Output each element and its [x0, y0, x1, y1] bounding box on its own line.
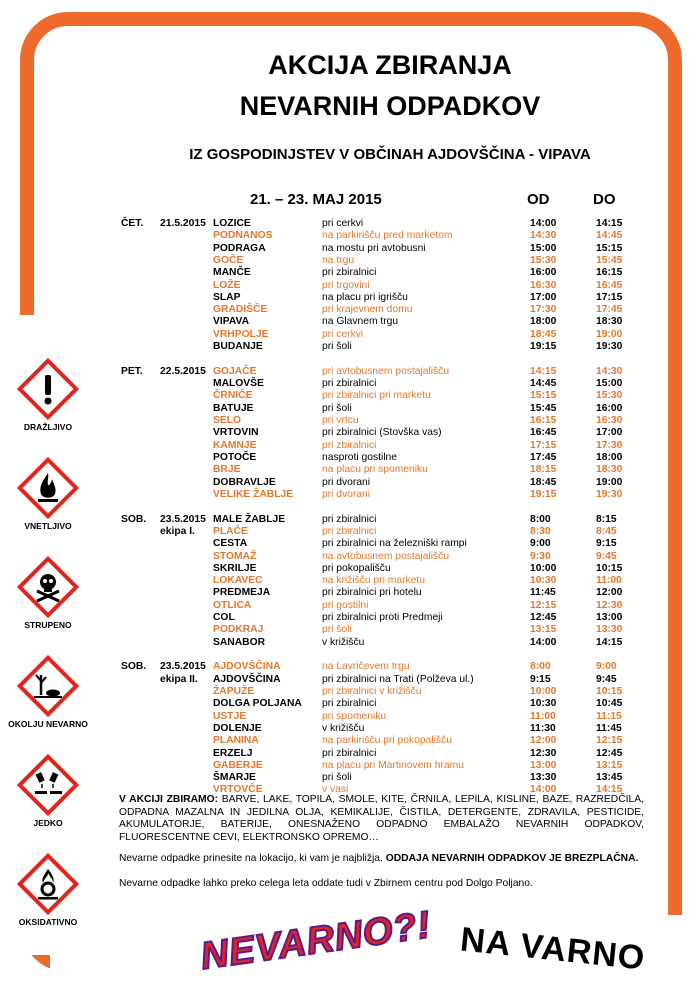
hazard-label: OKSIDATIVNO — [18, 917, 78, 927]
schedule-from-time: 18:45 — [530, 476, 557, 488]
schedule-from-time: 10:00 — [530, 562, 557, 574]
schedule-from-time: 14:30 — [530, 230, 557, 242]
schedule-to-time: 19:30 — [596, 341, 623, 352]
schedule-place: AJDOVŠČINA — [213, 673, 281, 685]
schedule-row — [0, 489, 689, 501]
schedule-to-time: 14:15 — [596, 218, 623, 229]
schedule-place: ŽAPUŽE — [213, 686, 255, 697]
schedule-place: VRTOVIN — [213, 427, 259, 439]
flame-icon — [17, 457, 79, 519]
date-header: 21. – 23. MAJ 2015 — [250, 191, 382, 208]
schedule-location: pri zbiralnici — [322, 378, 377, 390]
schedule-place: DOBRAVLJE — [213, 476, 276, 488]
subtitle: IZ GOSPODINJSTEV V OBČINAH AJDOVŠČINA - VIPAVA — [189, 146, 591, 163]
schedule-to-time: 13:30 — [596, 624, 623, 636]
od-header: OD — [527, 191, 550, 208]
schedule-place: OTLICA — [213, 599, 252, 611]
schedule-place: PODKRAJ — [213, 624, 264, 636]
schedule-to-time: 10:15 — [596, 686, 623, 697]
schedule-place: SKRILJE — [213, 562, 257, 574]
collected-items-paragraph — [119, 794, 644, 844]
schedule-place: STOMAŽ — [213, 550, 257, 562]
schedule-place: SANABOR — [213, 636, 266, 648]
schedule-from-time: 17:30 — [530, 304, 557, 316]
schedule-to-time: 10:15 — [596, 562, 623, 574]
schedule-row — [0, 612, 689, 624]
schedule-place: BATUJE — [213, 402, 254, 414]
schedule-row — [0, 464, 689, 476]
schedule-from-time: 11:30 — [530, 722, 556, 734]
schedule-to-time: 12:45 — [596, 747, 623, 759]
schedule-location: pri zbiralnici proti Predmeji — [322, 612, 443, 623]
schedule-location: pri zbiralnici — [322, 525, 377, 537]
schedule-from-time: 13:00 — [530, 759, 557, 771]
schedule-row — [0, 316, 689, 328]
schedule-row — [0, 600, 689, 612]
schedule-place: VRHPOLJE — [213, 328, 269, 340]
hazard-label: VNETLJIVO — [24, 521, 72, 531]
schedule-location: v križišču — [322, 636, 365, 648]
schedule-row — [0, 304, 689, 316]
schedule-from-time: 15:30 — [530, 254, 557, 266]
schedule-place: LOKAVEC — [213, 575, 263, 587]
schedule-to-time: 11:15 — [596, 710, 622, 722]
schedule-row — [0, 280, 689, 292]
schedule-place: MANČE — [213, 267, 251, 279]
schedule-row — [0, 526, 689, 538]
schedule-to-time: 9:45 — [596, 550, 617, 562]
schedule-place: ERZELJ — [213, 747, 253, 759]
schedule-to-time: 8:45 — [596, 525, 617, 537]
schedule-row — [0, 551, 689, 563]
schedule-location: pri zbiralnici pri marketu — [322, 390, 431, 402]
schedule-row — [0, 674, 689, 686]
schedule-date: 21.5.2015 — [160, 218, 206, 229]
skull-icon — [17, 556, 79, 618]
schedule-row — [0, 637, 689, 649]
bring-waste-note — [119, 853, 644, 866]
schedule-from-time: 9:30 — [530, 550, 551, 562]
collected-items-lead: V AKCIJI ZBIRAMO: — [119, 794, 219, 805]
schedule-from-time: 17:15 — [530, 439, 557, 451]
schedule-date: 22.5.2015 — [160, 365, 206, 377]
schedule-row — [0, 477, 689, 489]
schedule-to-time: 18:00 — [596, 451, 623, 463]
schedule-from-time: 10:00 — [530, 686, 557, 697]
schedule-row — [0, 452, 689, 464]
schedule-to-time: 19:30 — [596, 488, 623, 500]
schedule-to-time: 18:30 — [596, 316, 623, 328]
schedule-location: pri zbiralnici — [322, 267, 377, 279]
schedule-to-time: 18:30 — [596, 464, 623, 476]
schedule-location: pri zbiralnici v križišču — [322, 686, 422, 697]
schedule-row — [0, 230, 689, 242]
schedule-from-time: 12:45 — [530, 612, 557, 623]
schedule-to-time: 16:30 — [596, 415, 623, 426]
schedule-location: pri krajevnem domu — [322, 304, 413, 316]
schedule-to-time: 9:00 — [596, 661, 617, 673]
schedule-place: ČRNIČE — [213, 390, 253, 402]
schedule-from-time: 17:00 — [530, 291, 557, 303]
schedule-to-time: 15:45 — [596, 254, 623, 266]
schedule-location: na parkirišču pri pokopališču — [322, 735, 452, 747]
schedule-from-time: 8:30 — [530, 525, 551, 537]
title-line-1: AKCIJA ZBIRANJA — [268, 50, 512, 80]
schedule-row — [0, 587, 689, 599]
schedule-location: pri avtobusnem postajališču — [322, 365, 450, 377]
schedule-from-time: 18:15 — [530, 464, 557, 476]
collected-items-list: BARVE, LAKE, TOPILA, SMOLE, KITE, ČRNILA, LEPILA, KISLINE, BAZE, RAZREDČILA, ODPADNA MAZALNA IN JEDILNA OLJA, KEMIKALIJE, ČISTILA, DETERGENTE, ZDRAVILA, PESTICIDE, AKUMULATORJE, BATERIJE, ONESNAŽENO ODPADNO EMBALAŽO NEVARNIH ODPADKOV, FLUORESCENTNE CEVI, ELEKTRONSKO OPREMO… — [119, 794, 644, 843]
schedule-location: na mostu pri avtobusni — [322, 242, 426, 254]
schedule-from-time: 8:00 — [530, 661, 551, 673]
schedule-location: na placu pri Martinovem hramu — [322, 759, 464, 771]
schedule-place: GABERJE — [213, 759, 263, 771]
schedule-from-time: 15:00 — [530, 242, 557, 254]
schedule-location: v križišču — [322, 722, 365, 734]
schedule-to-time: 13:45 — [596, 772, 623, 784]
schedule-location: na parkirišču pred marketom — [322, 230, 453, 242]
schedule-from-time: 17:45 — [530, 451, 557, 463]
schedule-from-time: 19:15 — [530, 341, 557, 352]
frame-gap-right — [662, 915, 689, 1005]
schedule-from-time: 16:00 — [530, 267, 557, 279]
hazard-irritant — [8, 358, 88, 432]
schedule-from-time: 15:15 — [530, 390, 557, 402]
schedule-to-time: 10:45 — [596, 698, 623, 710]
schedule-from-time: 14:00 — [530, 636, 557, 648]
schedule-to-time: 15:30 — [596, 390, 623, 402]
schedule-to-time: 13:15 — [596, 759, 623, 771]
schedule-from-time: 9:15 — [530, 673, 551, 685]
schedule-place: VELIKE ŽABLJE — [213, 488, 294, 500]
schedule-place: PLAČE — [213, 525, 248, 537]
schedule-from-time: 13:15 — [530, 624, 557, 636]
schedule-date: 23.5.2015 — [160, 661, 206, 673]
schedule-from-time: 12:00 — [530, 735, 557, 747]
hazard-label: DRAŽLJIVO — [23, 422, 73, 432]
schedule-place: SELO — [213, 415, 242, 426]
schedule-to-time: 17:15 — [596, 291, 623, 303]
schedule-row — [0, 661, 689, 673]
schedule-to-time: 12:30 — [596, 599, 623, 611]
schedule-from-time: 16:45 — [530, 427, 557, 439]
schedule-location: pri zbiralnici na Trati (Polževa ul.) — [322, 673, 474, 685]
schedule-row — [0, 723, 689, 735]
schedule-location: pri dvorani — [322, 488, 371, 500]
schedule-from-time: 18:00 — [530, 316, 557, 328]
schedule-place: PODRAGA — [213, 242, 266, 254]
schedule-row — [0, 624, 689, 636]
schedule-from-time: 14:45 — [530, 378, 557, 390]
schedule-place: PLANINA — [213, 735, 259, 747]
slogan-nevarno: NEVARNO?! — [198, 904, 434, 978]
schedule-to-time: 9:15 — [596, 538, 617, 550]
schedule-from-time: 14:00 — [530, 218, 557, 229]
schedule-to-time: 19:00 — [596, 328, 623, 340]
schedule-to-time: 14:30 — [596, 365, 623, 377]
schedule-row — [0, 243, 689, 255]
schedule-row — [0, 563, 689, 575]
schedule-day: SOB. — [121, 513, 147, 525]
schedule-location: pri cerkvi — [322, 328, 364, 340]
do-header: DO — [593, 191, 616, 208]
title-line-2: NEVARNIH ODPADKOV — [239, 91, 541, 121]
schedule-location: na placu pri igrišču — [322, 291, 408, 303]
schedule-location: na placu pri spomeniku — [322, 464, 428, 476]
schedule-place: VRTOVČE — [213, 784, 263, 796]
schedule-row — [0, 292, 689, 304]
schedule-place: POTOČE — [213, 451, 257, 463]
oxidizer-icon — [17, 853, 79, 915]
hazard-oxidizing — [8, 853, 88, 927]
schedule-from-time: 18:45 — [530, 328, 557, 340]
corrosive-icon — [17, 754, 79, 816]
schedule-row — [0, 686, 689, 698]
schedule-from-time: 14:00 — [530, 784, 557, 796]
schedule-place: MALOVŠE — [213, 378, 264, 390]
schedule-row — [0, 403, 689, 415]
schedule-place: VIPAVA — [213, 316, 250, 328]
schedule-location: na Lavričevem trgu — [322, 661, 410, 673]
free-of-charge-note: ODDAJA NEVARNIH ODPADKOV JE BREZPLAČNA. — [385, 853, 639, 864]
bring-waste-text: Nevarne odpadke prinesite na lokacijo, ki vam je najbližja. — [119, 853, 386, 864]
schedule-location: nasproti gostilne — [322, 451, 397, 463]
schedule-to-time: 9:45 — [596, 673, 617, 685]
schedule-to-time: 15:00 — [596, 378, 623, 390]
schedule-row — [0, 329, 689, 341]
schedule-from-time: 9:00 — [530, 538, 551, 550]
schedule-day: SOB. — [121, 661, 147, 673]
schedule-row — [0, 378, 689, 390]
schedule-place: GOJAČE — [213, 365, 257, 377]
schedule-location: pri zbiralnici na železniški rampi — [322, 538, 467, 550]
schedule-place: PREDMEJA — [213, 587, 271, 599]
schedule-place: LOZICE — [213, 218, 251, 229]
schedule-from-time: 13:30 — [530, 772, 557, 784]
schedule-to-time: 19:00 — [596, 476, 623, 488]
schedule-to-time: 16:00 — [596, 402, 623, 414]
schedule-row — [0, 575, 689, 587]
schedule-location: pri zbiralnici — [322, 698, 377, 710]
hazard-label: JEDKO — [33, 818, 63, 828]
schedule-from-time: 15:45 — [530, 402, 557, 414]
schedule-from-time: 11:45 — [530, 587, 556, 599]
schedule-row — [0, 341, 689, 353]
schedule-day: ČET. — [121, 218, 144, 229]
schedule-place: BRJE — [213, 464, 241, 476]
schedule-to-time: 16:15 — [596, 267, 623, 279]
schedule-date: ekipa II. — [160, 673, 198, 685]
schedule-place: ŠMARJE — [213, 772, 256, 784]
schedule-from-time: 8:00 — [530, 513, 551, 525]
schedule-row — [0, 267, 689, 279]
schedule-place: PODNANOS — [213, 230, 273, 242]
schedule-from-time: 10:30 — [530, 698, 557, 710]
schedule-to-time: 14:15 — [596, 784, 623, 796]
schedule-place: SLAP — [213, 291, 241, 303]
schedule-location: pri šoli — [322, 341, 352, 352]
schedule-row — [0, 427, 689, 439]
schedule-location: pri zbiralnici — [322, 747, 377, 759]
schedule-row — [0, 390, 689, 402]
exclamation-icon — [17, 358, 79, 420]
schedule-location: pri šoli — [322, 772, 352, 784]
schedule-row — [0, 218, 689, 230]
schedule-location: pri zbiralnici — [322, 439, 377, 451]
schedule-from-time: 12:30 — [530, 747, 557, 759]
schedule-to-time: 13:00 — [596, 612, 623, 623]
schedule-location: na križišču pri marketu — [322, 575, 425, 587]
schedule-row — [0, 366, 689, 378]
schedule-location: pri trgovini — [322, 279, 370, 291]
schedule-location: pri zbiralnici pri hotelu — [322, 587, 422, 599]
schedule-location: na Glavnem trgu — [322, 316, 399, 328]
schedule-from-time: 16:15 — [530, 415, 557, 426]
schedule-place: KAMNJE — [213, 439, 257, 451]
schedule-location: pri šoli — [322, 402, 352, 414]
schedule-to-time: 14:15 — [596, 636, 623, 648]
hazard-toxic — [8, 556, 88, 630]
schedule-location: pri spomeniku — [322, 710, 387, 722]
schedule-to-time: 8:15 — [596, 513, 617, 525]
schedule-place: LOŽE — [213, 279, 241, 291]
schedule-place: CESTA — [213, 538, 248, 550]
schedule-location: pri vrtcu — [322, 415, 359, 426]
schedule-to-time: 17:30 — [596, 439, 623, 451]
schedule-location: pri zbiralnici (Stovška vas) — [322, 427, 442, 439]
schedule-location: pri gostilni — [322, 599, 369, 611]
schedule-place: COL — [213, 612, 235, 623]
hazard-flammable — [8, 457, 88, 531]
schedule-row — [0, 440, 689, 452]
schedule-to-time: 15:15 — [596, 242, 623, 254]
schedule-to-time: 12:00 — [596, 587, 623, 599]
schedule-from-time: 10:30 — [530, 575, 557, 587]
schedule-location: pri zbiralnici — [322, 513, 377, 525]
schedule-row — [0, 538, 689, 550]
schedule-to-time: 11:00 — [596, 575, 622, 587]
schedule-place: GRADIŠČE — [213, 304, 268, 316]
hazard-corrosive — [8, 754, 88, 828]
schedule-row — [0, 698, 689, 710]
hazard-environment — [8, 655, 88, 729]
slogan-na-varno: NA VARNO — [458, 920, 648, 978]
schedule-place: MALE ŽABLJE — [213, 513, 286, 525]
schedule-row — [0, 772, 689, 784]
schedule-to-time: 16:45 — [596, 279, 623, 291]
schedule-location: na trgu — [322, 254, 355, 266]
schedule-place: GOČE — [213, 254, 244, 266]
schedule-row — [0, 735, 689, 747]
schedule-place: AJDOVŠČINA — [213, 661, 281, 673]
schedule-day: PET. — [121, 365, 143, 377]
schedule-from-time: 12:15 — [530, 599, 557, 611]
schedule-location: na avtobusnem postajališču — [322, 550, 450, 562]
schedule-location: pri dvorani — [322, 476, 371, 488]
schedule-row — [0, 514, 689, 526]
year-round-note: Nevarne odpadke lahko preko celega leta oddate tudi v Zbirnem centru pod Dolgo Poljano. — [119, 878, 533, 889]
schedule-row — [0, 711, 689, 723]
schedule-from-time: 16:30 — [530, 279, 557, 291]
schedule-from-time: 14:15 — [530, 365, 557, 377]
hazard-label: OKOLJU NEVARNO — [8, 719, 88, 729]
hazard-label: STRUPENO — [24, 620, 72, 630]
schedule-place: DOLENJE — [213, 722, 262, 734]
schedule-place: USTJE — [213, 710, 247, 722]
schedule-date: ekipa I. — [160, 525, 195, 537]
schedule-from-time: 11:00 — [530, 710, 556, 722]
schedule-to-time: 17:00 — [596, 427, 623, 439]
schedule-date: 23.5.2015 — [160, 513, 206, 525]
schedule-to-time: 17:45 — [596, 304, 623, 316]
schedule-row — [0, 748, 689, 760]
schedule-to-time: 12:15 — [596, 735, 623, 747]
schedule-row — [0, 255, 689, 267]
schedule-to-time: 14:45 — [596, 230, 623, 242]
schedule-location: v vasi — [322, 784, 349, 796]
schedule-row — [0, 415, 689, 427]
schedule-place: DOLGA POLJANA — [213, 698, 302, 710]
schedule-location: pri pokopališču — [322, 562, 391, 574]
environment-icon — [17, 655, 79, 717]
schedule-from-time: 19:15 — [530, 488, 557, 500]
schedule-location: pri cerkvi — [322, 218, 364, 229]
schedule-location: pri šoli — [322, 624, 352, 636]
schedule-to-time: 11:45 — [596, 722, 622, 734]
schedule-place: BUDANJE — [213, 341, 263, 352]
schedule-row — [0, 760, 689, 772]
